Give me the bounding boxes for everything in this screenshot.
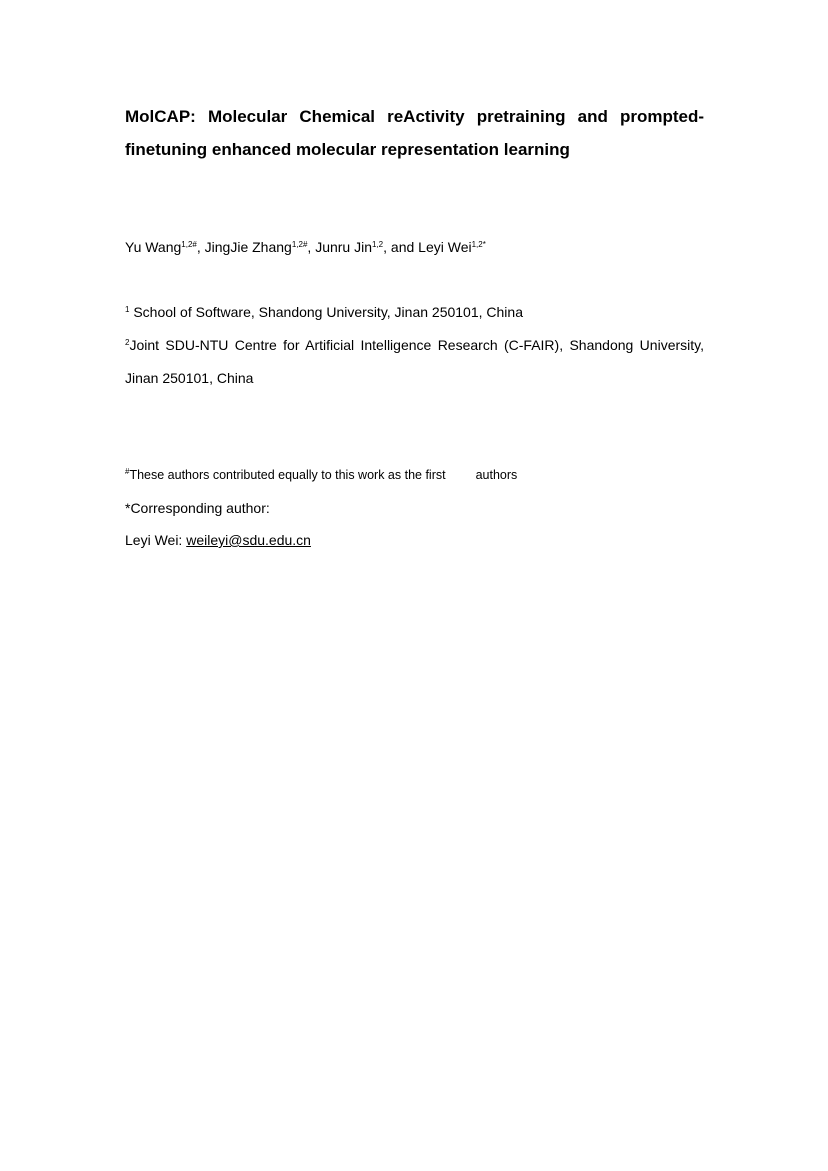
affiliation-mark: 1 <box>125 305 130 314</box>
author-name: Leyi Wei <box>418 239 472 255</box>
author-name: JingJie Zhang <box>204 239 292 255</box>
equal-contribution-note <box>125 467 517 483</box>
author-separator: , <box>307 239 316 255</box>
affiliation-2 <box>125 336 704 387</box>
equal-contribution-text-end: authors <box>475 468 518 482</box>
corresponding-author-contact <box>125 531 311 549</box>
equal-contribution-text: These authors contributed equally to this work as the first <box>129 468 446 482</box>
author-affiliation-mark: 1,2# <box>291 240 308 249</box>
affiliation-2-line-1 <box>125 336 704 369</box>
email-link[interactable]: weileyi@sdu.edu.cn <box>186 532 311 548</box>
affiliation-text: Joint SDU-NTU Centre for Artificial Intelligence Research (C-FAIR), Shandong University, <box>129 337 704 353</box>
author-affiliation-mark: 1,2# <box>181 240 197 249</box>
corresponding-author-name: Leyi Wei: <box>125 532 187 548</box>
affiliation-2-line-2: Jinan 250101, China <box>125 370 254 386</box>
author-separator: , and <box>383 239 419 255</box>
corresponding-author-label: *Corresponding author: <box>125 500 270 516</box>
affiliation-mark: 2 <box>125 338 130 347</box>
affiliation-1 <box>125 303 523 321</box>
author-affiliation-mark: 1,2* <box>471 240 486 249</box>
affiliation-text: School of Software, Shandong University, Jinan 250101, China <box>129 304 523 320</box>
paper-title: MolCAP: Molecular Chemical reActivity pretraining and prompted-finetuning enhanced molecular representation learning <box>125 107 704 159</box>
author-list <box>125 238 486 256</box>
author-name: Yu Wang <box>125 239 182 255</box>
equal-contribution-mark: # <box>125 467 130 476</box>
author-separator: , <box>196 239 205 255</box>
author-affiliation-mark: 1,2 <box>372 240 384 249</box>
author-name: Junru Jin <box>315 239 372 255</box>
